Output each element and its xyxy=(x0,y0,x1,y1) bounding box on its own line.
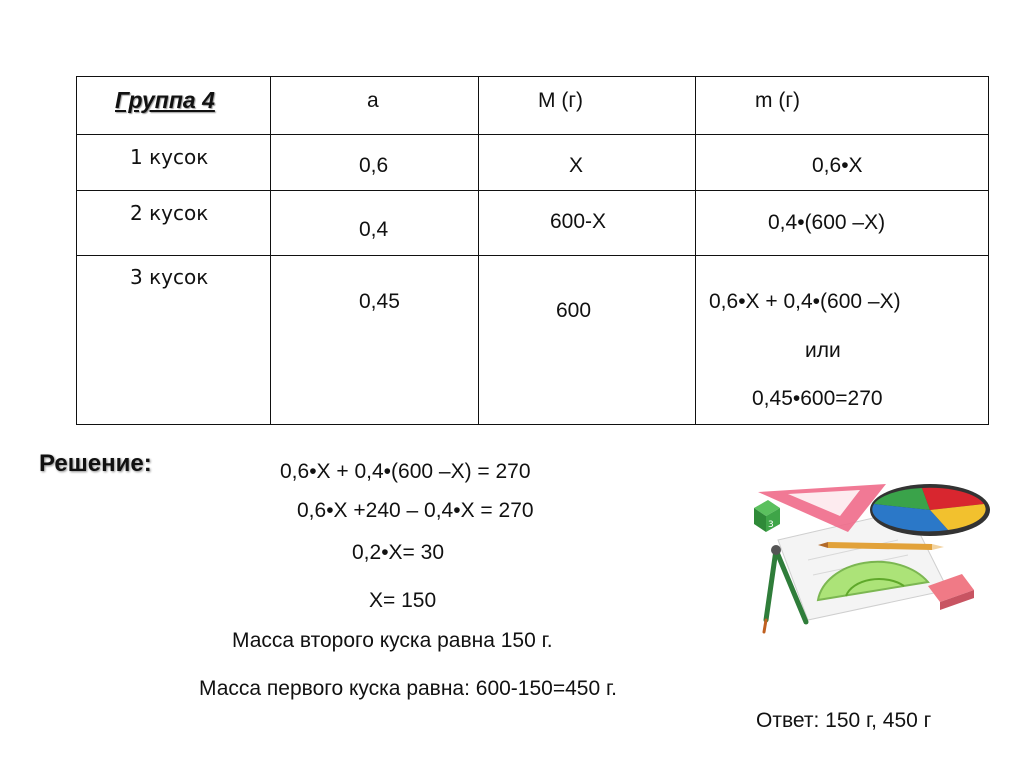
solution-line: Масса первого куска равна: 600-150=450 г. xyxy=(199,677,617,700)
svg-text:3: 3 xyxy=(768,520,774,530)
row-2-a: 0,4 xyxy=(359,218,389,241)
answer-text: Ответ: 150 г, 450 г xyxy=(756,709,932,732)
solution-line: X= 150 xyxy=(369,589,437,612)
solution-line: 0,6•X + 0,4•(600 –X) = 270 xyxy=(280,460,531,483)
school-tools-illustration xyxy=(748,470,994,642)
solution-line: 0,6•X +240 – 0,4•X = 270 xyxy=(297,499,534,522)
row-2-label: 2 кусок xyxy=(130,201,209,225)
row-3-m-line-1: 0,6•X + 0,4•(600 –X) xyxy=(709,290,901,313)
row-2-M: 600-X xyxy=(550,210,607,233)
row-3-label: 3 кусок xyxy=(130,265,209,289)
dice-icon xyxy=(754,500,780,532)
solution-line: 0,2•X= 30 xyxy=(352,541,445,564)
row-1-label: 1 кусок xyxy=(130,145,209,169)
row-divider xyxy=(77,255,988,256)
column-divider xyxy=(695,77,696,424)
row-1-a: 0,6 xyxy=(359,154,389,177)
solution-line: Масса второго куска равна 150 г. xyxy=(232,629,553,652)
header-M: M (г) xyxy=(538,89,583,112)
header-m: m (г) xyxy=(755,89,800,112)
column-divider xyxy=(270,77,271,424)
column-divider xyxy=(478,77,479,424)
row-1-m: 0,6•X xyxy=(812,154,863,177)
row-3-m-line-3: 0,45•600=270 xyxy=(752,387,883,410)
row-1-M: X xyxy=(569,154,584,177)
row-3-a: 0,45 xyxy=(359,290,400,313)
row-divider xyxy=(77,134,988,135)
color-wheel-icon xyxy=(870,484,990,536)
solution-label: Решение: xyxy=(39,450,152,477)
row-2-m: 0,4•(600 –X) xyxy=(768,211,886,234)
data-table xyxy=(76,76,989,425)
row-divider xyxy=(77,190,988,191)
header-a: a xyxy=(367,89,379,112)
row-3-M: 600 xyxy=(556,299,592,322)
header-group: Группа 4 xyxy=(115,87,215,113)
row-3-m-line-2: или xyxy=(805,339,841,362)
